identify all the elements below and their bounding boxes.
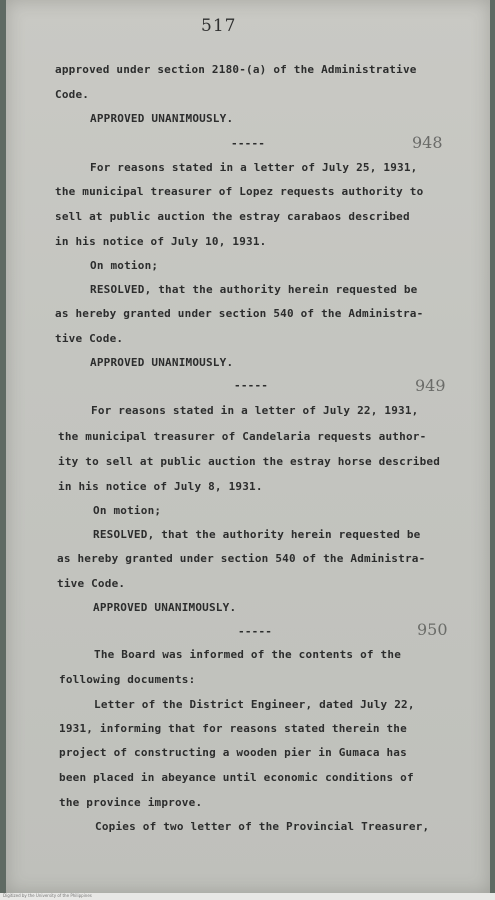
text-line: tive Code. — [57, 577, 126, 590]
text-line: Letter of the District Engineer, dated July 22, — [94, 698, 415, 711]
text-line: as hereby granted under section 540 of the Administra- — [55, 307, 424, 320]
text-line: the municipal treasurer of Lopez requests authority to — [55, 185, 424, 198]
separator-dashes: ----- — [238, 625, 273, 638]
text-line: APPROVED UNANIMOUSLY. — [90, 356, 234, 369]
text-line: Copies of two letter of the Provincial Treasurer, — [95, 820, 430, 833]
separator-dashes: ----- — [234, 379, 269, 392]
text-line: The Board was informed of the contents of the — [94, 648, 402, 661]
text-line: sell at public auction the estray carabaos described — [55, 210, 410, 223]
text-line: approved under section 2180-(a) of the Administrative — [55, 63, 417, 76]
entry-number: 950 — [417, 620, 448, 639]
text-line: 1931, informing that for reasons stated therein the — [59, 722, 407, 735]
text-line: in his notice of July 8, 1931. — [58, 480, 263, 493]
text-line: the province improve. — [59, 796, 203, 809]
text-line: been placed in abeyance until economic conditions of — [59, 771, 414, 784]
text-line: as hereby granted under section 540 of the Administra- — [57, 552, 426, 565]
text-line: APPROVED UNANIMOUSLY. — [90, 112, 234, 125]
entry-number: 949 — [415, 376, 446, 395]
text-line: in his notice of July 10, 1931. — [55, 235, 267, 248]
text-line: ity to sell at public auction the estray horse described — [58, 455, 441, 468]
text-line: RESOLVED, that the authority herein requested be — [93, 528, 421, 541]
digitization-credit: Digitized by the University of the Philippines — [3, 893, 92, 898]
text-line: For reasons stated in a letter of July 25, 1931, — [90, 161, 418, 174]
text-line: RESOLVED, that the authority herein requested be — [90, 283, 418, 296]
text-line: Code. — [55, 88, 90, 101]
entry-number: 948 — [412, 133, 443, 152]
separator-dashes: ----- — [231, 137, 266, 150]
text-line: following documents: — [59, 673, 196, 686]
text-line: APPROVED UNANIMOUSLY. — [93, 601, 237, 614]
text-line: tive Code. — [55, 332, 124, 345]
document-page — [6, 0, 490, 893]
page-number: 517 — [201, 16, 237, 36]
text-line: the municipal treasurer of Candelaria requests author- — [58, 430, 427, 443]
text-line: On motion; — [90, 259, 159, 272]
text-line: project of constructing a wooden pier in Gumaca has — [59, 746, 407, 759]
text-line: On motion; — [93, 504, 162, 517]
text-line: For reasons stated in a letter of July 22, 1931, — [91, 404, 419, 417]
